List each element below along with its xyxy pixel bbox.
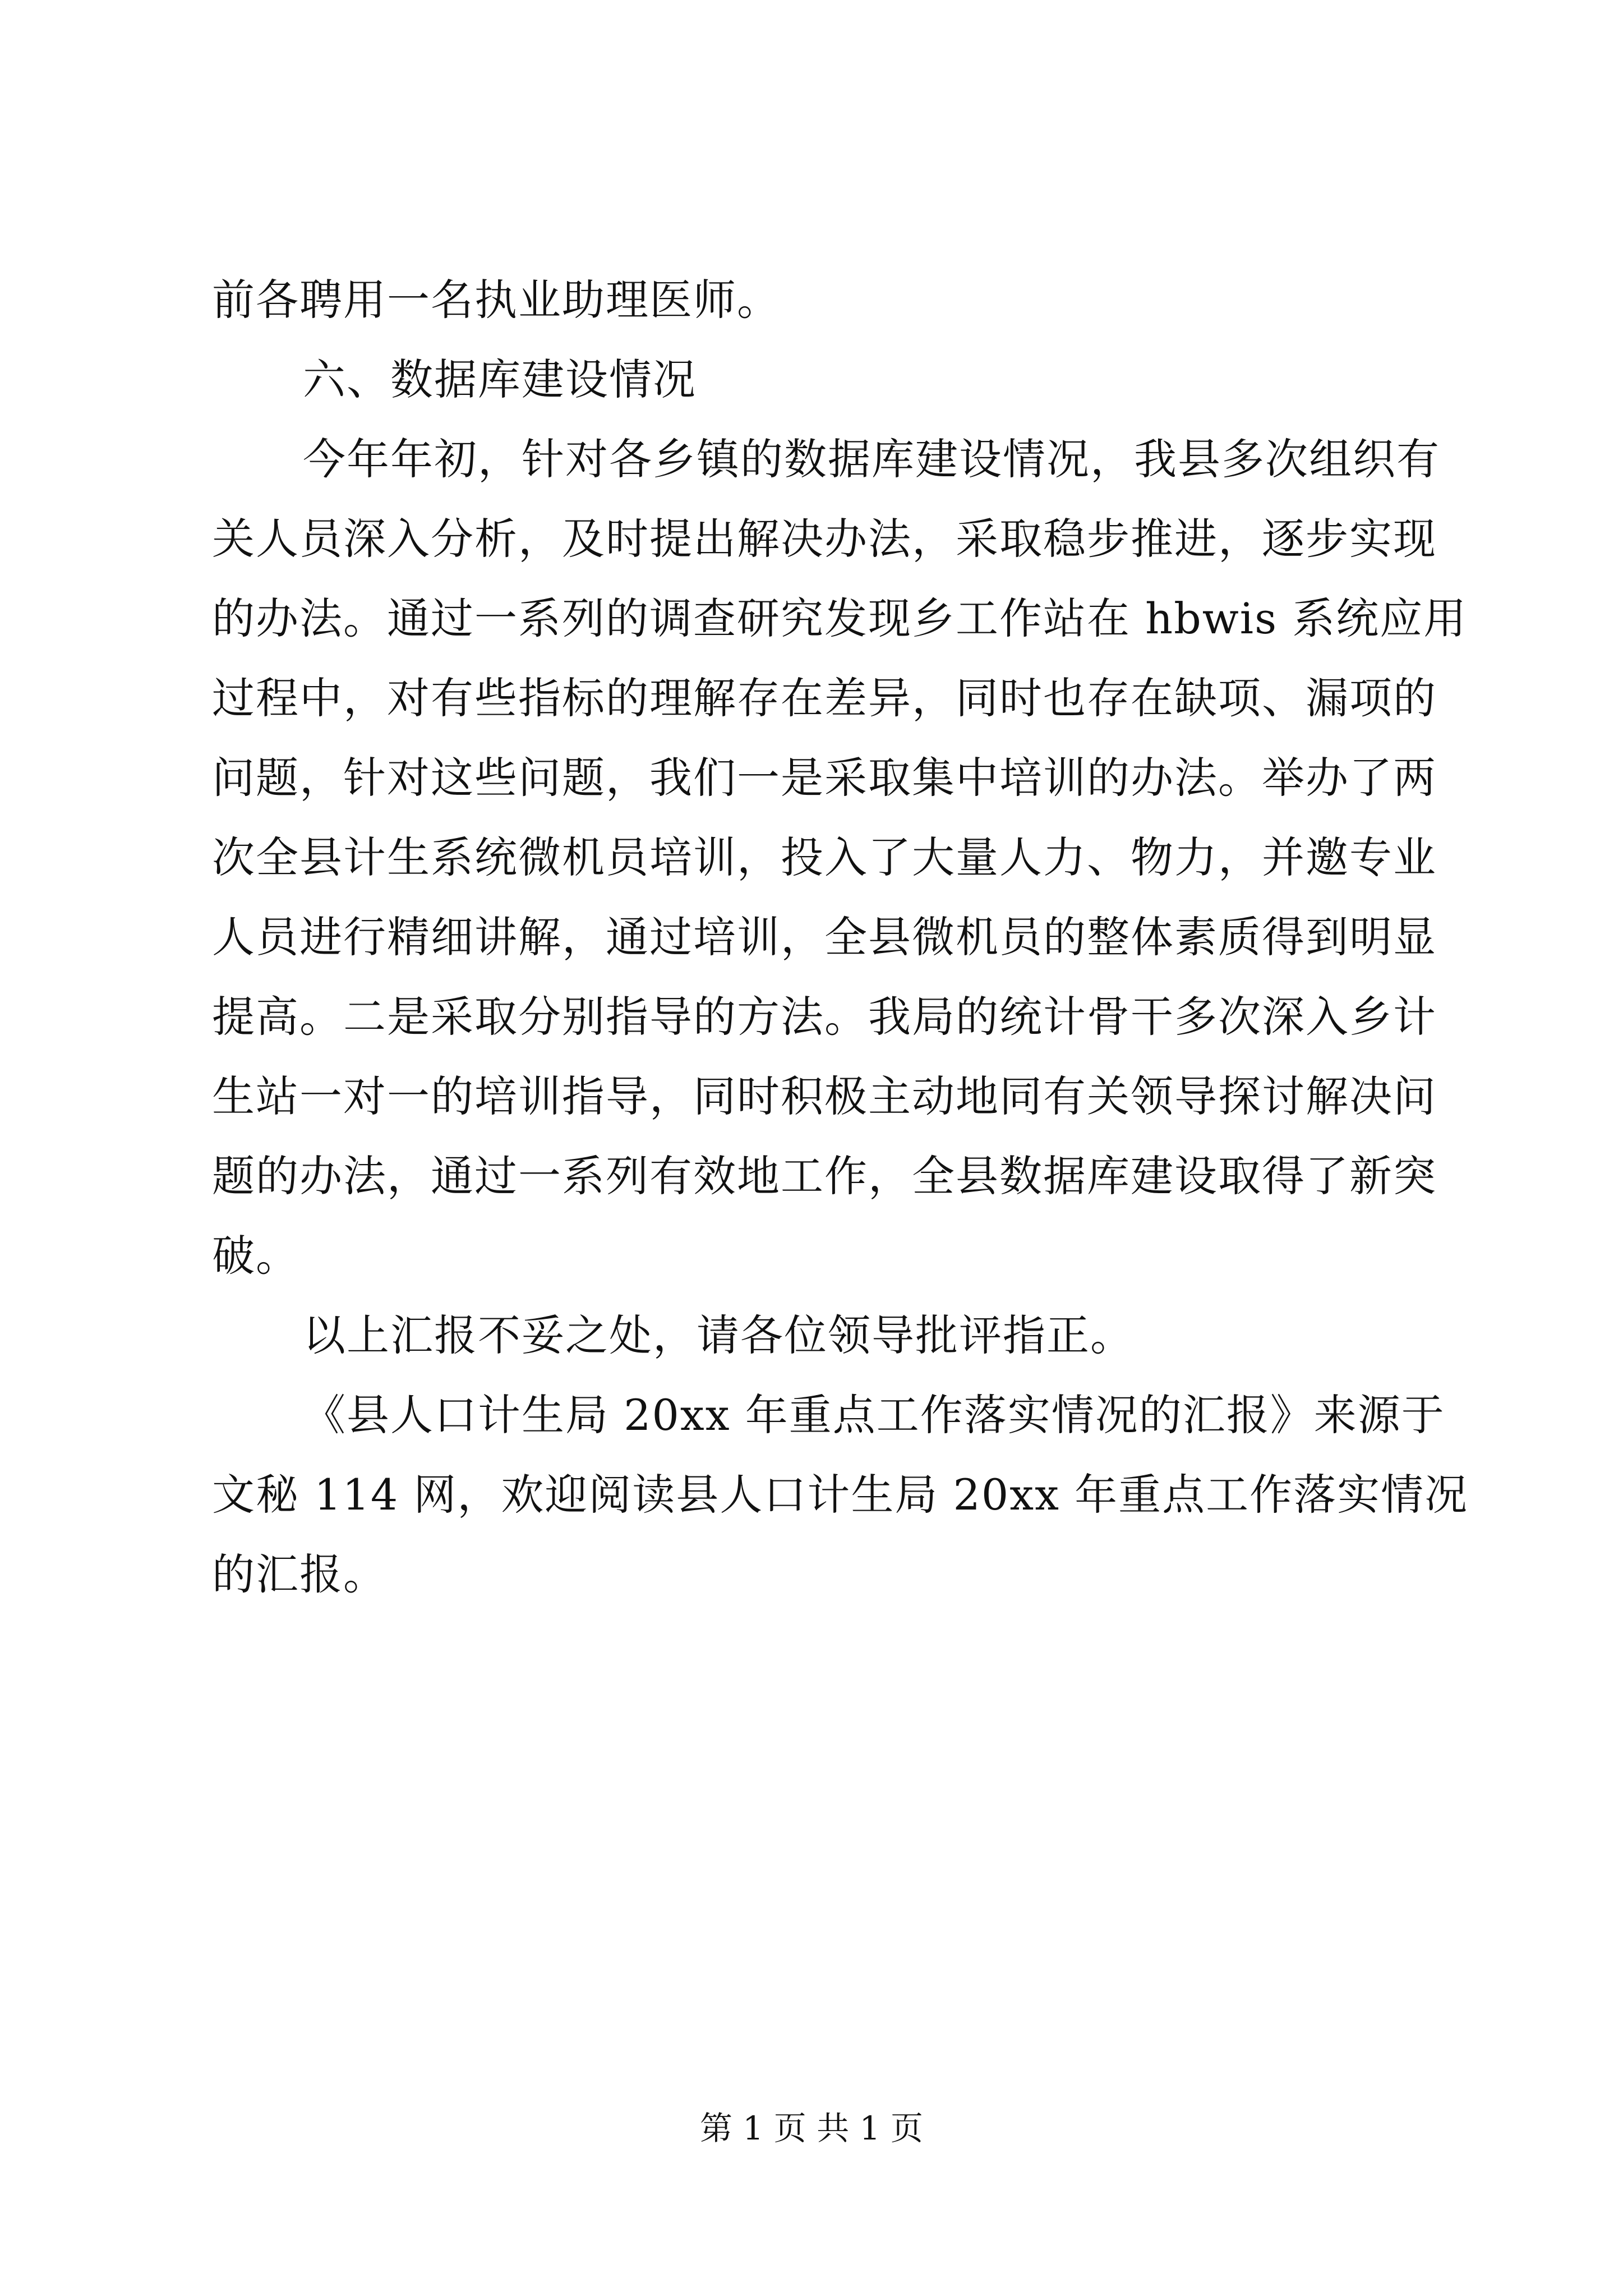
paragraph-line: 关人员深入分析，及时提出解决办法，采取稳步推进，逐步实现: [212, 514, 1437, 564]
closing-line: 以上汇报不妥之处，请各位领导批评指正。: [303, 1310, 1134, 1360]
document-body: [212, 260, 1469, 1614]
paragraph-line: 人员进行精细讲解，通过培训，全县微机员的整体素质得到明显: [212, 912, 1437, 962]
source-line: 的汇报。: [212, 1549, 387, 1599]
source-line: 《县人口计生局 20xx 年重点工作落实情况的汇报》来源于: [303, 1390, 1445, 1440]
paragraph-line: 题的办法，通过一系列有效地工作，全县数据库建设取得了新突: [212, 1151, 1437, 1201]
paragraph-line: 过程中，对有些指标的理解存在差异，同时也存在缺项、漏项的: [212, 673, 1437, 723]
paragraph-line: 今年年初，针对各乡镇的数据库建设情况，我县多次组织有: [303, 434, 1440, 484]
paragraph-line: 破。: [212, 1231, 299, 1281]
source-line: 文秘 114 网，欢迎阅读县人口计生局 20xx 年重点工作落实情况: [212, 1470, 1469, 1520]
paragraph-line: 的办法。通过一系列的调查研究发现乡工作站在 hbwis 系统应用: [212, 593, 1468, 643]
paragraph-line: 提高。二是采取分别指导的方法。我局的统计骨干多次深入乡计: [212, 992, 1437, 1042]
section-heading: 六、数据库建设情况: [303, 355, 697, 404]
page-number-footer: 第 1 页 共 1 页: [700, 2109, 923, 2147]
paragraph-line: 问题，针对这些问题，我们一是采取集中培训的办法。举办了两: [212, 753, 1437, 803]
paragraph-line: 生站一对一的培训指导，同时积极主动地同有关领导探讨解决问: [212, 1071, 1437, 1121]
paragraph-line: 前各聘用一名执业助理医师。: [212, 275, 781, 325]
paragraph-line: 次全县计生系统微机员培训，投入了大量人力、物力，并邀专业: [212, 832, 1437, 882]
